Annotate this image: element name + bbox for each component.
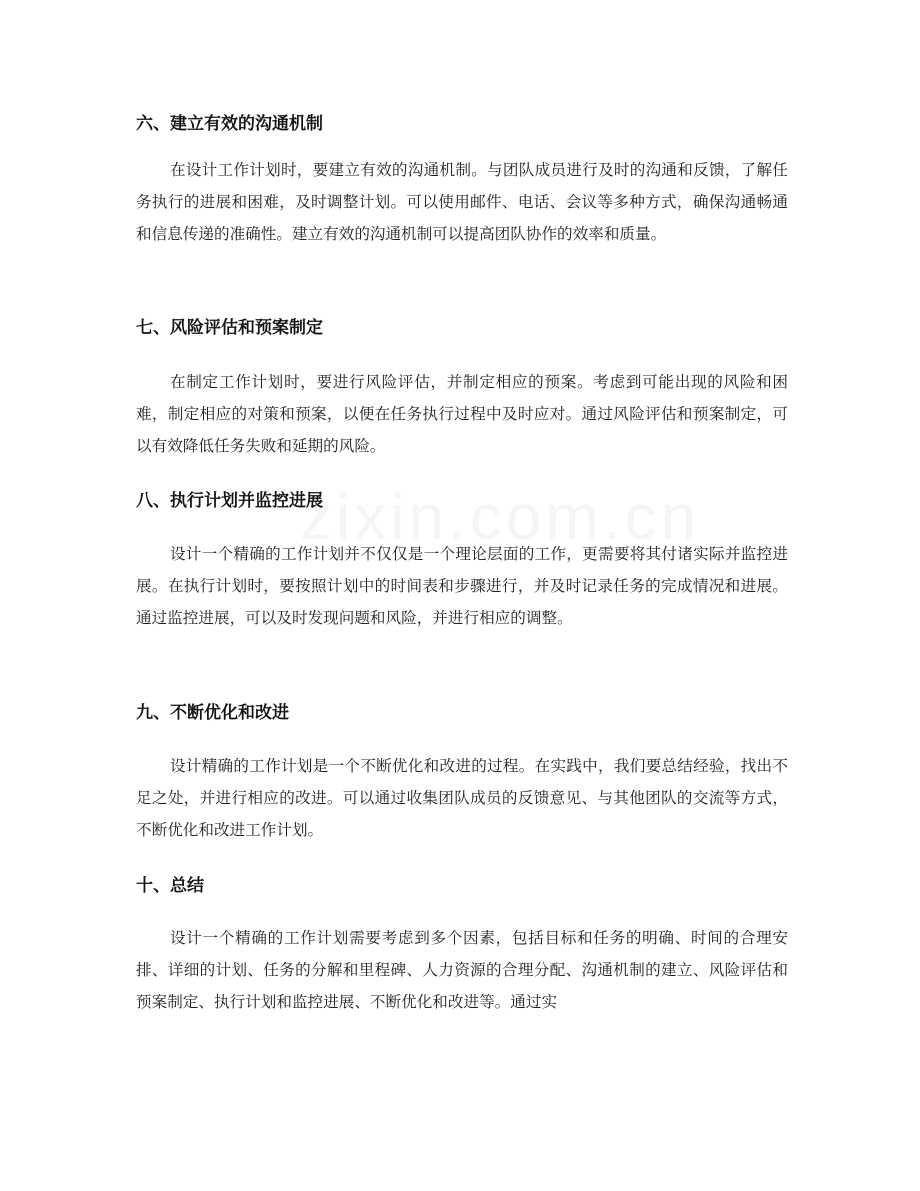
section-paragraph: 在制定工作计划时，要进行风险评估，并制定相应的预案。考虑到可能出现的风险和困难，制定相应的对策和预案，以便在任务执行过程中及时应对。通过风险评估和预案制定，可以有效降低任务失败和延期的风险。 bbox=[136, 373, 788, 455]
section-paragraph: 设计精确的工作计划是一个不断优化和改进的过程。在实践中，我们要总结经验，找出不足之处，并进行相应的改进。可以通过收集团队成员的反馈意见、与其他团队的交流等方式，不断优化和改进工作计划。 bbox=[136, 757, 788, 839]
section-paragraph: 设计一个精确的工作计划并不仅仅是一个理论层面的工作，更需要将其付诸实际并监控进展。在执行计划时，要按照计划中的时间表和步骤进行，并及时记录任务的完成情况和进展。通过监控进展，可以及时发现问题和风险，并进行相应的调整。 bbox=[136, 545, 788, 627]
section-paragraph: 设计一个精确的工作计划需要考虑到多个因素，包括目标和任务的明确、时间的合理安排、详细的计划、任务的分解和里程碑、人力资源的合理分配、沟通机制的建立、风险评估和预案制定、执行计划和监控进展、不断优化和改进等。通过实 bbox=[136, 929, 788, 1011]
section-heading: 八、执行计划并监控进展 bbox=[136, 491, 323, 511]
section-heading: 七、风险评估和预案制定 bbox=[136, 318, 323, 338]
section-heading: 十、总结 bbox=[136, 876, 204, 896]
section-heading: 九、不断优化和改进 bbox=[136, 703, 289, 723]
watermark: zixin.com.cn bbox=[300, 481, 701, 553]
section-heading: 六、建立有效的沟通机制 bbox=[136, 114, 323, 134]
section-paragraph: 在设计工作计划时，要建立有效的沟通机制。与团队成员进行及时的沟通和反馈，了解任务执行的进展和困难，及时调整计划。可以使用邮件、电话、会议等多种方式，确保沟通畅通和信息传递的准确性。建立有效的沟通机制可以提高团队协作的效率和质量。 bbox=[136, 161, 788, 243]
